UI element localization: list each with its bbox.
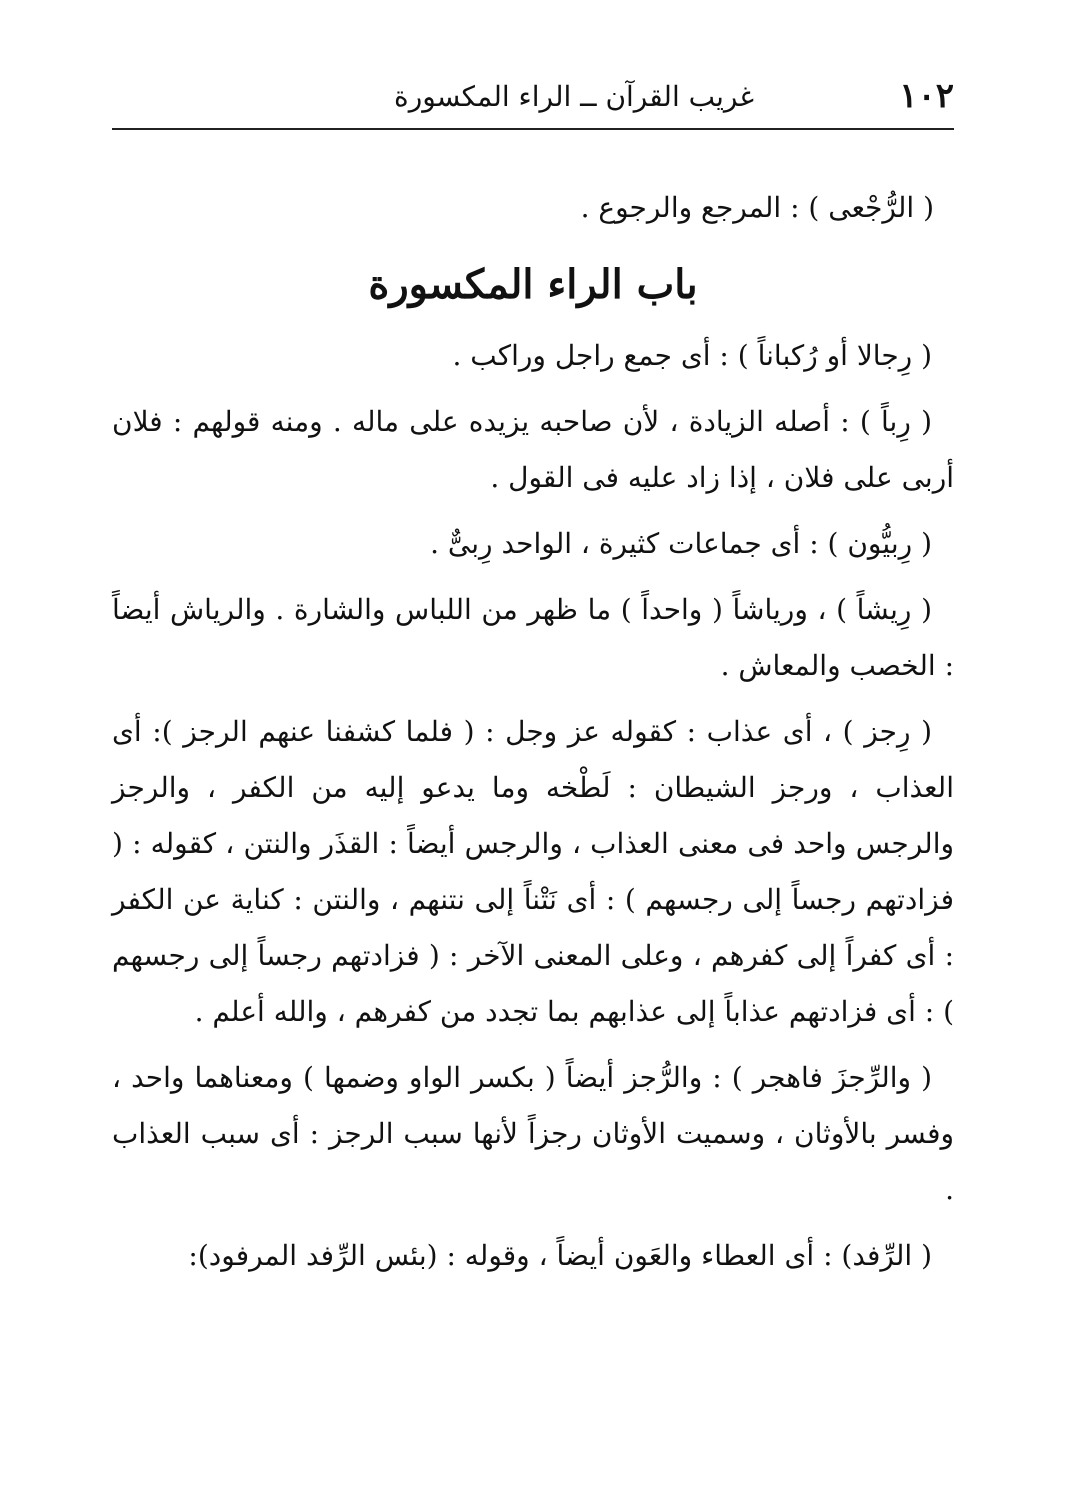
header-rule xyxy=(112,128,954,130)
entry-rujaa: ( الرُّجْعى ) : المرجع والرجوع . xyxy=(580,191,934,224)
entry-ribbiyyun: ( رِبيُّون ) : أى جماعات كثيرة ، الواحد رِبىٌّ . xyxy=(430,527,932,560)
page-body xyxy=(112,180,954,1294)
page-number: ١٠٢ xyxy=(899,76,954,116)
entry-rifd: ( الرِّفد) : أى العطاء والعَون أيضاً ، وقوله : (بئس الرِّفد المرفود): xyxy=(188,1239,932,1272)
entry-warrijz: ( والرِّجزَ فاهجر ) : والرُّجز أيضاً ( بكسر الواو وضمها ) ومعناهما واحد ، وفسر بالأوثان ، وسميت الأوثان رجزاً لأنها سبب الرجز : أى سبب العذاب . xyxy=(112,1061,954,1206)
entry-rijalan: ( رِجالا أو رُكباناً ) : أى جمع راجل وراكب . xyxy=(452,339,932,372)
entry-riban: ( رِباً ) : أصله الزيادة ، لأن صاحبه يزيده على ماله . ومنه قولهم : فلان أربى على فلان ، إذا زاد عليه فى القول . xyxy=(112,405,954,494)
page-header xyxy=(112,70,954,130)
running-title: غريب القرآن ــ الراء المكسورة xyxy=(394,80,754,113)
section-heading: باب الراء المكسورة xyxy=(368,261,698,308)
entry-rijz: ( رِجز ) ، أى عذاب : كقوله عز وجل : ( فلما كشفنا عنهم الرجز ): أى العذاب ، ورجز الشيطان : لَطْخه وما يدعو إليه من الكفر ، والرجز والرجس واحد فى معنى العذاب ، والرجس أيضاً : القذَر والنتن ، كقوله : ( فزادتهم رجساً إلى رجسهم ) : أى نَتْناً إلى نتنهم ، والنتن : كناية عن الكفر : أى كفراً إلى كفرهم ، وعلى المعنى الآخر : ( فزادتهم رجساً إلى رجسهم ) : أى فزادتهم عذاباً إلى عذابهم بما تجدد من كفرهم ، والله أعلم . xyxy=(112,715,954,1028)
entry-rishan: ( رِيشاً ) ، ورياشاً ( واحداً ) ما ظهر من اللباس والشارة . والرياش أيضاً : الخصب والمعاش . xyxy=(112,593,954,682)
